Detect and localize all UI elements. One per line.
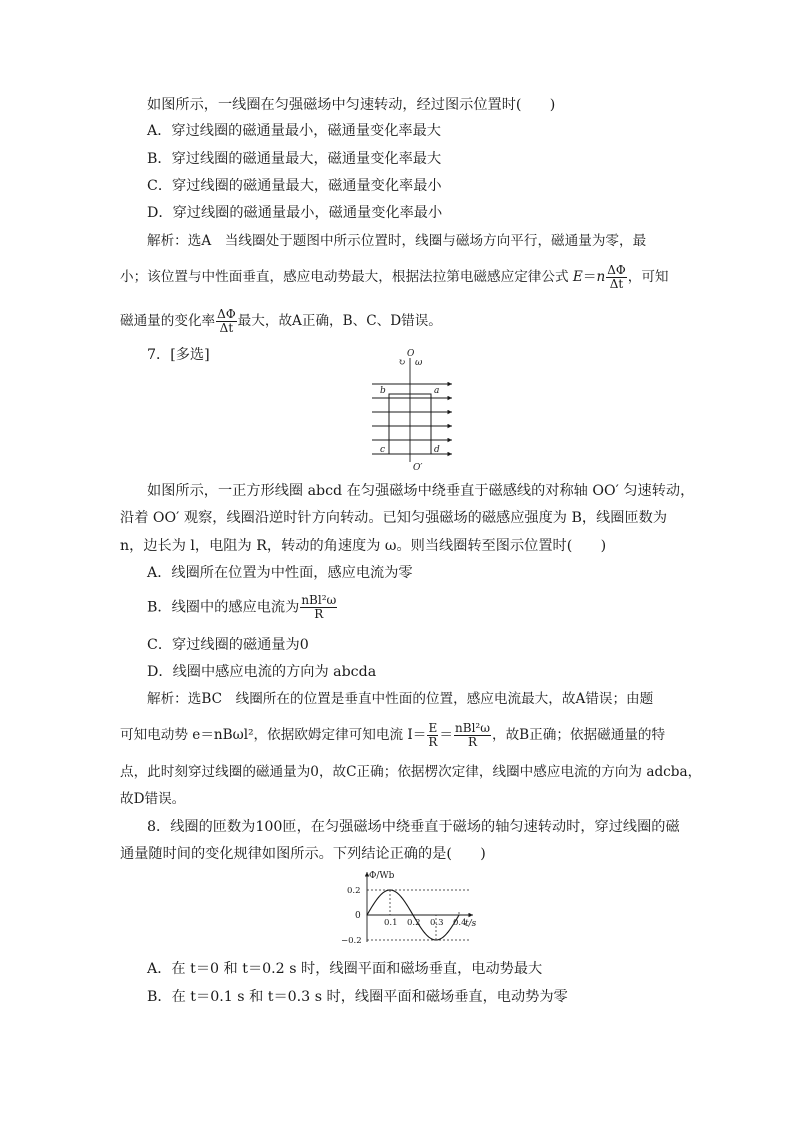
q8-stem-line1: 8．线圈的匝数为100匝，在匀强磁场中绕垂直于磁场的轴匀速转动时，穿过线圈的磁 [147, 819, 680, 835]
q6-sol-text: 小；该位置与中性面垂直，感应电动势最大，根据法拉第电磁感应定律公式 [120, 269, 573, 285]
q7-solution-line1: 解析：选BC 线圈所在的位置是垂直中性面的位置，感应电流最大，故A错误；由题 [147, 691, 654, 707]
q7-solution-line2 [120, 722, 665, 749]
flux-point-5 [424, 932, 425, 933]
corner-label-d: d [434, 445, 440, 455]
q7-sol2-text-b: ，故B正确；依据磁通量的特 [492, 727, 666, 743]
q6-frac2-num: ΔΦ [217, 307, 236, 321]
y-axis-label: Φ/Wb [369, 871, 395, 881]
q7-solution-line3: 点，此时刻穿过线圈的磁通量为0，故C正确；依据楞次定律，线圈中感应电流的方向为 adcba， [120, 764, 702, 780]
q7-option-b [147, 594, 338, 621]
flux-point-6 [435, 939, 436, 940]
flux-point-3 [401, 897, 402, 898]
x-tick-label-0.4: 0.4 [453, 918, 467, 928]
q7-sol2-f2-num: nBl²ω [455, 721, 490, 735]
q6-fraction-dphi-dt [606, 264, 627, 291]
q7-option-a: A．线圈所在位置为中性面，感应电流为零 [147, 565, 413, 581]
x-axis-label: t/s [465, 919, 477, 929]
q7-optb-text: B．线圈中的感应电流为 [147, 599, 300, 616]
flux-point-2 [389, 889, 390, 890]
q6-stem: 如图所示，一线圈在匀强磁场中匀速转动，经过图示位置时( ) [147, 97, 556, 113]
rotation-arrow-icon: ↻ [398, 358, 406, 368]
q7-option-c: C．穿过线圈的磁通量为0 [147, 637, 309, 653]
q6-sol-n: n [596, 269, 606, 285]
q6-frac2-den: Δt [219, 321, 234, 335]
omega-label: ω [415, 358, 423, 368]
q7-stem-line2: 沿着 OO′ 观察，线圈沿逆时针方向转动。已知匀强磁场的磁感应强度为 B，线圈匝数为 [120, 510, 668, 526]
y-tick-label-1: −0.2 [341, 936, 362, 946]
flux-time-chart [335, 866, 485, 948]
x-tick-label-0.1: 0.1 [384, 918, 398, 928]
q7-optb-num: nBl²ω [301, 593, 337, 607]
flux-point-1 [378, 897, 379, 898]
q6-sol3-text-b: 最大，故A正确，B、C、D错误。 [237, 313, 442, 329]
y-tick-label-0: 0.2 [347, 886, 361, 896]
q6-frac-den: Δt [609, 277, 624, 291]
q7-number: 7．[多选] [147, 347, 210, 363]
x-tick-labels [384, 918, 467, 928]
x-tick-label-0.2: 0.2 [407, 918, 421, 928]
q6-solution-line2 [120, 264, 669, 291]
axis-label-o: O [407, 349, 415, 359]
axis-label-o-prime: O′ [413, 463, 423, 472]
flux-point-7 [447, 932, 448, 933]
q7-sol2-fraction-e-r [427, 722, 438, 749]
q6-solution-line3 [120, 308, 442, 335]
flux-point-4 [412, 914, 413, 915]
q6-frac-num: ΔΦ [607, 263, 626, 277]
q6-sol3-text: 磁通量的变化率 [120, 313, 216, 329]
q7-sol2-f1-den: R [428, 735, 438, 749]
q7-sol2-text: 可知电动势 e＝nBωl²，依据欧姆定律可知电流 I＝ [120, 727, 427, 743]
q8-stem-line2: 通量随时间的变化规律如图所示。下列结论正确的是( ) [120, 846, 486, 862]
q7-stem-line3: n，边长为 l，电阻为 R，转动的角速度为 ω。则当线圈转至图示位置时( ) [120, 538, 607, 554]
q6-fraction-dphi-dt-2 [216, 308, 237, 335]
x-tick-label-0.3: 0.3 [430, 918, 444, 928]
q8-option-b: B．在 t＝0.1 s 和 t＝0.3 s 时，线圈平面和磁场垂直，电动势为零 [147, 989, 568, 1005]
q7-coil-figure [368, 346, 458, 472]
q7-stem-line1: 如图所示，一正方形线圈 abcd 在匀强磁场中绕垂直于磁感线的对称轴 OO′ 匀速转动， [147, 483, 695, 499]
q6-solution-line1: 解析：选A 当线圈处于题图中所示位置时，线圈与磁场方向平行，磁通量为零，最 [147, 233, 647, 249]
q7-optb-den: R [314, 607, 324, 621]
corner-label-a: a [434, 386, 440, 396]
flux-point-0 [366, 914, 367, 915]
origin-label: 0 [355, 911, 361, 921]
q8-option-a: A．在 t＝0 和 t＝0.2 s 时，线圈平面和磁场垂直，电动势最大 [147, 961, 543, 977]
q7-sol2-f2-den: R [467, 735, 478, 749]
q7-solution-line4: 故D错误。 [120, 791, 186, 807]
corner-label-c: c [380, 445, 386, 455]
q7-option-d: D．线圈中感应电流的方向为 abcda [147, 664, 377, 680]
q6-option-a: A．穿过线圈的磁通量最小，磁通量变化率最大 [147, 123, 441, 139]
q7-sol2-fraction-current [454, 722, 491, 749]
q7-sol2-f1-num: E [428, 721, 438, 735]
q6-option-d: D．穿过线圈的磁通量最小，磁通量变化率最小 [147, 205, 443, 221]
q6-sol-text-b: ，可知 [627, 269, 669, 285]
q7-optb-fraction [300, 594, 337, 621]
q6-sol-E: E [572, 269, 583, 285]
q6-option-c: C．穿过线圈的磁通量最大，磁通量变化率最小 [147, 178, 442, 194]
corner-label-b: b [380, 386, 386, 396]
q7-sol2-eq: ＝ [439, 727, 454, 743]
q6-option-b: B．穿过线圈的磁通量最大，磁通量变化率最大 [147, 151, 442, 167]
flux-point-8 [458, 914, 459, 915]
q6-sol-eq: ＝ [582, 269, 597, 285]
